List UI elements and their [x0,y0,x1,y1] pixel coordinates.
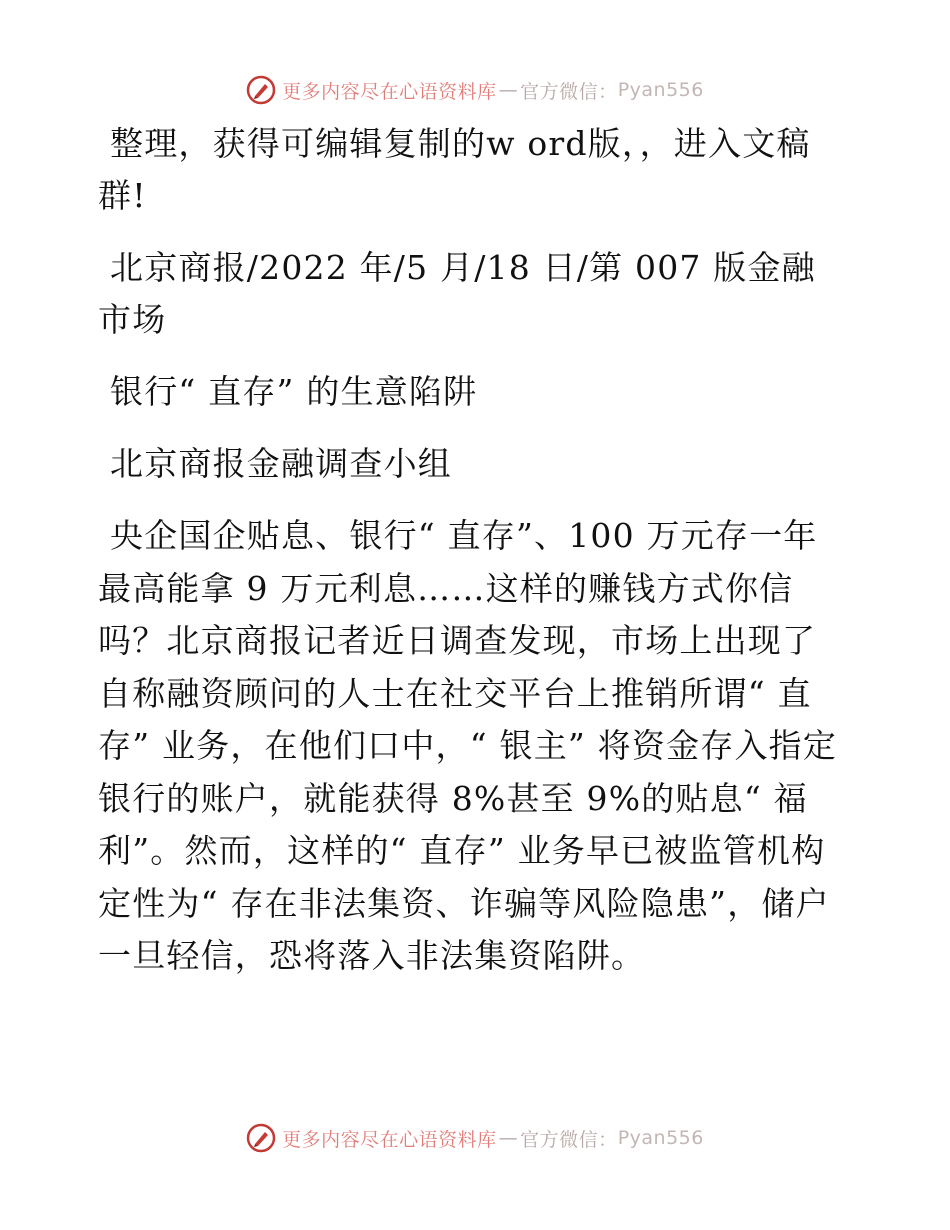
document-body [98,118,850,1003]
watermark-dash: — [498,1127,519,1149]
watermark-text: 更多内容尽在心语资料库 [282,1128,497,1151]
intro-note: 整理，获得可编辑复制的w ord版，，进入文稿群! [98,124,811,215]
watermark-dash: — [498,79,519,101]
article-paragraph: 央企国企贴息、银行“ 直存”、100 万元存一年最高能拿 9 万元利息……这样的赚钱方式你信吗？北京商报记者近日调查发现，市场上出现了自称融资顾问的人士在社交平台上推销所谓“ 直存” 业务，在他们口中，“ 银主” 将资金存入指定银行的账户，就能获得 8%甚至 9%的贴息“ 福利”。然而，这样的“ 直存” 业务早已被监管机构定性为“ 存在非法集资、诈骗等风险隐患”，储户一旦轻信，恐将落入非法集资陷阱。 [98,516,838,975]
watermark-wechat-label: 官方微信： [520,1128,618,1151]
article-title: 银行“ 直存” 的生意陷阱 [110,372,478,411]
article-author: 北京商报金融调查小组 [110,444,452,483]
source-line: 北京商报/2022 年/5 月/18 日/第 007 版金融市场 [98,248,816,339]
footer-watermark [0,1118,950,1158]
pen-logo-icon [246,1123,276,1153]
watermark-wechat-id: Pyan556 [617,1127,704,1149]
watermark-wechat-label: 官方微信： [520,80,618,103]
watermark-wechat-id: Pyan556 [617,79,704,101]
watermark-text: 更多内容尽在心语资料库 [282,80,497,103]
header-watermark [0,70,950,110]
pen-logo-icon [246,75,276,105]
